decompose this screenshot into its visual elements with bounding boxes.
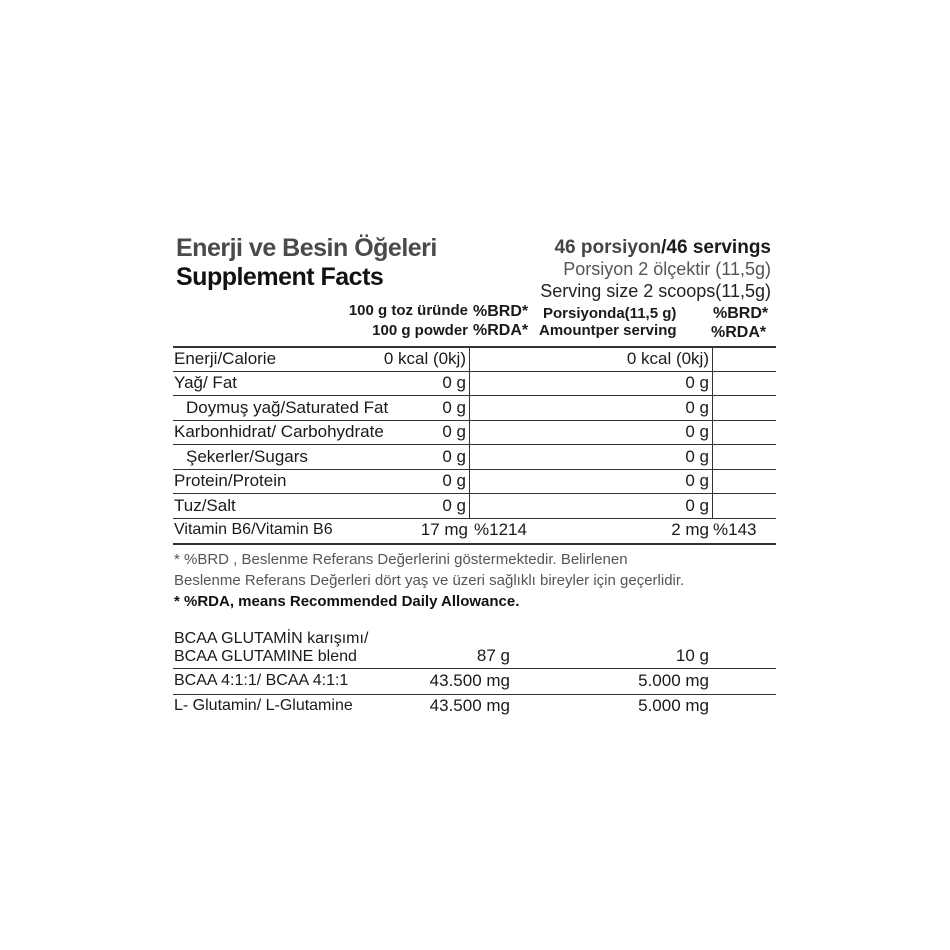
nutrient-per100: 17 mg bbox=[420, 520, 468, 539]
column-divider bbox=[469, 346, 470, 519]
nutrient-label-energy: Enerji/Calorie bbox=[174, 349, 277, 368]
blend-per100: 87 g bbox=[476, 646, 510, 665]
nutrient-per100: 0 g bbox=[442, 398, 466, 417]
nutrient-pct100: %1214 bbox=[474, 520, 527, 539]
servings-count-tr: 46 porsiyon bbox=[554, 237, 662, 258]
header-perserv-tr: Porsiyonda(11,5 g) bbox=[543, 305, 677, 322]
servings-count-en: 46 servings bbox=[666, 237, 771, 258]
nutrient-perserv: 0 g bbox=[685, 398, 709, 417]
nutrient-per100: 0 g bbox=[442, 447, 466, 466]
blend-rule bbox=[173, 668, 776, 669]
nutrient-perserv: 0 g bbox=[685, 496, 709, 515]
nutrient-perserv: 0 g bbox=[685, 447, 709, 466]
nutrient-per100: 0 g bbox=[442, 496, 466, 515]
header-rda-1: %RDA* bbox=[473, 322, 529, 339]
servings-separator: / bbox=[661, 237, 667, 258]
header-rda-2: %RDA* bbox=[711, 324, 767, 341]
blend-per100: 43.500 mg bbox=[429, 671, 510, 690]
title-english: Supplement Facts bbox=[176, 263, 384, 291]
blend-per100: 43.500 mg bbox=[429, 696, 510, 715]
nutrient-label-fat: Yağ/ Fat bbox=[174, 373, 237, 392]
nutrient-per100: 0 g bbox=[442, 471, 466, 490]
blend-rule bbox=[173, 694, 776, 695]
nutrient-perserv: 0 kcal (0kj) bbox=[626, 349, 709, 368]
nutrient-label-sugars: Şekerler/Sugars bbox=[186, 447, 308, 466]
nutrient-label-carbohydrate: Karbonhidrat/ Carbohydrate bbox=[174, 422, 384, 441]
row-rule bbox=[173, 493, 776, 494]
blend-label-bcaa: BCAA 4:1:1/ BCAA 4:1:1 bbox=[174, 672, 349, 689]
serving-size-tr: Porsiyon 2 ölçektir (11,5g) bbox=[563, 259, 771, 279]
header-perserv-en: Amountper serving bbox=[539, 322, 677, 339]
nutrient-perserv: 0 g bbox=[685, 422, 709, 441]
row-rule bbox=[173, 395, 776, 396]
nutrient-per100: 0 g bbox=[442, 422, 466, 441]
nutrient-label-vitamin-b6: Vitamin B6/Vitamin B6 bbox=[174, 521, 333, 538]
header-per100-tr: 100 g toz üründe bbox=[348, 302, 468, 319]
note-brd-line2: Beslenme Referans Değerleri dört yaş ve üzeri sağlıklı bireyler için geçerlidir. bbox=[174, 572, 685, 589]
header-brd-1: %BRD* bbox=[473, 303, 529, 320]
nutrient-per100: 0 kcal (0kj) bbox=[383, 349, 466, 368]
row-rule bbox=[173, 444, 776, 445]
row-rule bbox=[173, 420, 776, 421]
blend-perserv: 5.000 mg bbox=[638, 696, 709, 715]
servings-count bbox=[554, 237, 771, 259]
blend-perserv: 10 g bbox=[675, 646, 709, 665]
note-rda: * %RDA, means Recommended Daily Allowance. bbox=[174, 593, 520, 610]
blend-label-glutamine: L- Glutamin/ L-Glutamine bbox=[174, 697, 353, 714]
column-divider bbox=[712, 346, 713, 519]
blend-label-line2: BCAA GLUTAMINE blend bbox=[174, 648, 357, 665]
nutrient-perserv: 0 g bbox=[685, 471, 709, 490]
row-rule bbox=[173, 518, 776, 519]
nutrient-label-protein: Protein/Protein bbox=[174, 471, 287, 490]
row-rule bbox=[173, 469, 776, 470]
note-brd-line1: * %BRD , Beslenme Referans Değerlerini göstermektedir. Belirlenen bbox=[174, 551, 628, 568]
nutrient-per100: 0 g bbox=[442, 373, 466, 392]
nutrient-label-saturated-fat: Doymuş yağ/Saturated Fat bbox=[186, 398, 389, 417]
nutrient-perserv: 0 g bbox=[685, 373, 709, 392]
table-bottom-rule bbox=[173, 543, 776, 545]
table-top-rule bbox=[173, 346, 776, 348]
row-rule bbox=[173, 371, 776, 372]
serving-size-en: Serving size 2 scoops(11,5g) bbox=[540, 281, 771, 301]
title-turkish: Enerji ve Besin Öğeleri bbox=[176, 234, 437, 262]
blend-label-line1: BCAA GLUTAMİN karışımı/ bbox=[174, 630, 369, 647]
nutrient-pctserv: %143 bbox=[713, 520, 757, 539]
header-brd-2: %BRD* bbox=[713, 305, 769, 322]
blend-perserv: 5.000 mg bbox=[638, 671, 709, 690]
nutrient-perserv: 2 mg bbox=[671, 520, 709, 539]
nutrient-label-salt: Tuz/Salt bbox=[174, 496, 236, 515]
header-per100-en: 100 g powder bbox=[372, 322, 468, 339]
